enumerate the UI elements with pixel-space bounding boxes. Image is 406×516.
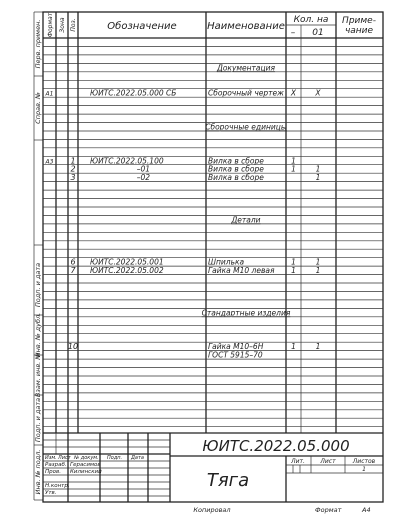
row-designation: ЮИТС.2022.05.000 СБ <box>90 88 177 98</box>
tb-utv-label: Утв. <box>45 490 57 496</box>
row-position: 6 <box>70 257 76 267</box>
header-pos: Поз. <box>70 18 77 32</box>
header-note-2: чание <box>344 26 374 36</box>
header-zone: Зона <box>59 17 66 33</box>
tb-col-ndokum: № докум. <box>74 455 99 461</box>
row-qty-dash: Х <box>290 88 297 98</box>
tb-col-data: Дата <box>131 455 144 461</box>
row-designation: ЮИТС.2022.05.002 <box>90 266 164 276</box>
row-name: Вилка в сборе <box>208 156 264 166</box>
row-qty-dash: 1 <box>291 156 296 166</box>
row-position: 1 <box>70 156 76 166</box>
row-qty-dash: 1 <box>291 266 296 276</box>
row-qty-01: 1 <box>315 342 321 352</box>
row-qty-dash: 1 <box>291 257 296 267</box>
row-format: А3 <box>45 158 54 166</box>
side-label-inv-podl: Инв. № подл. <box>34 449 42 495</box>
row-qty-01: Х <box>315 88 321 98</box>
row-designation: –01 <box>136 164 150 174</box>
row-qty-01: 1 <box>315 266 321 276</box>
section-heading: Сборочные единицы <box>205 122 287 132</box>
side-label-podp-data-1: Подп. и дата <box>34 262 42 308</box>
header-format: Формат <box>47 12 54 38</box>
tb-col-podp: Подп. <box>107 455 123 461</box>
tb-prov-label: Пров. <box>45 469 61 475</box>
row-name: Сборочный чертеж <box>208 88 284 98</box>
footer-format-label: Формат <box>315 506 342 514</box>
row-name: Шпилька <box>208 257 245 267</box>
row-qty-01: 1 <box>315 164 321 174</box>
tb-listov-label: Листов <box>352 458 376 465</box>
header-note-1: Приме- <box>342 16 376 26</box>
tb-col-izm: Изм. <box>45 455 57 461</box>
tb-lit-label: Лит. <box>291 458 305 465</box>
table-rows <box>45 63 322 359</box>
section-heading: Документация <box>216 63 276 73</box>
footer-format-value: А4 <box>362 506 371 514</box>
row-name: Вилка в сборе <box>208 173 264 183</box>
header-designation: Обозначение <box>107 21 177 32</box>
row-designation: ЮИТС.2022.05.001 <box>90 257 164 267</box>
tb-listov-value: 1 <box>362 466 366 473</box>
side-label-sprav: Справ. № <box>34 92 42 124</box>
tb-razrab-name: Герасимов <box>70 462 101 468</box>
tb-nkontr-label: Н.контр. <box>45 483 70 489</box>
row-format: А1 <box>45 90 54 98</box>
row-name: Вилка в сборе <box>208 164 264 174</box>
footer-kopiroval: Копировал <box>193 506 231 514</box>
header-name: Наименование <box>207 21 285 32</box>
row-position: 2 <box>70 164 76 174</box>
side-label-inv-dubl: Инв. № дубл. <box>34 312 42 358</box>
doc-code: ЮИТС.2022.05.000 <box>202 437 350 455</box>
header-qty-01: 01 <box>312 28 324 38</box>
section-heading: Детали <box>231 215 261 225</box>
row-designation: ЮИТС.2022.05.100 <box>90 156 164 166</box>
header-qty: Кол. на <box>293 15 329 25</box>
row-qty-dash: 1 <box>291 342 296 352</box>
tb-prov-name: Килинский <box>70 469 102 475</box>
side-label-perv-primen: Перв. примен. <box>34 19 42 69</box>
table-header <box>43 12 383 433</box>
row-name: Гайка М10–6Н <box>208 342 264 352</box>
row-qty-01: 1 <box>315 257 321 267</box>
side-label-vzam-inv: Взам. инв. № <box>34 352 42 398</box>
document-title: Тяга <box>206 470 250 491</box>
side-label-podp-data-2: Подп. и дата <box>34 397 42 443</box>
header-qty-dash: – <box>290 28 296 38</box>
table-row-lines <box>43 47 383 427</box>
row-position: 7 <box>70 266 76 276</box>
row-name: ГОСТ 5915–70 <box>208 350 263 360</box>
row-name: Гайка М10 левая <box>208 266 275 276</box>
tb-col-list: Лист <box>58 455 71 461</box>
row-position: 10 <box>67 342 79 352</box>
tb-list-label: Лист <box>320 458 336 465</box>
title-block <box>43 433 383 502</box>
row-designation: –02 <box>136 173 150 183</box>
row-position: 3 <box>70 173 76 183</box>
tb-razrab-label: Разраб. <box>45 462 67 468</box>
row-qty-dash: 1 <box>291 164 296 174</box>
row-qty-01: 1 <box>315 173 321 183</box>
section-heading: Стандартные изделия <box>201 308 291 318</box>
